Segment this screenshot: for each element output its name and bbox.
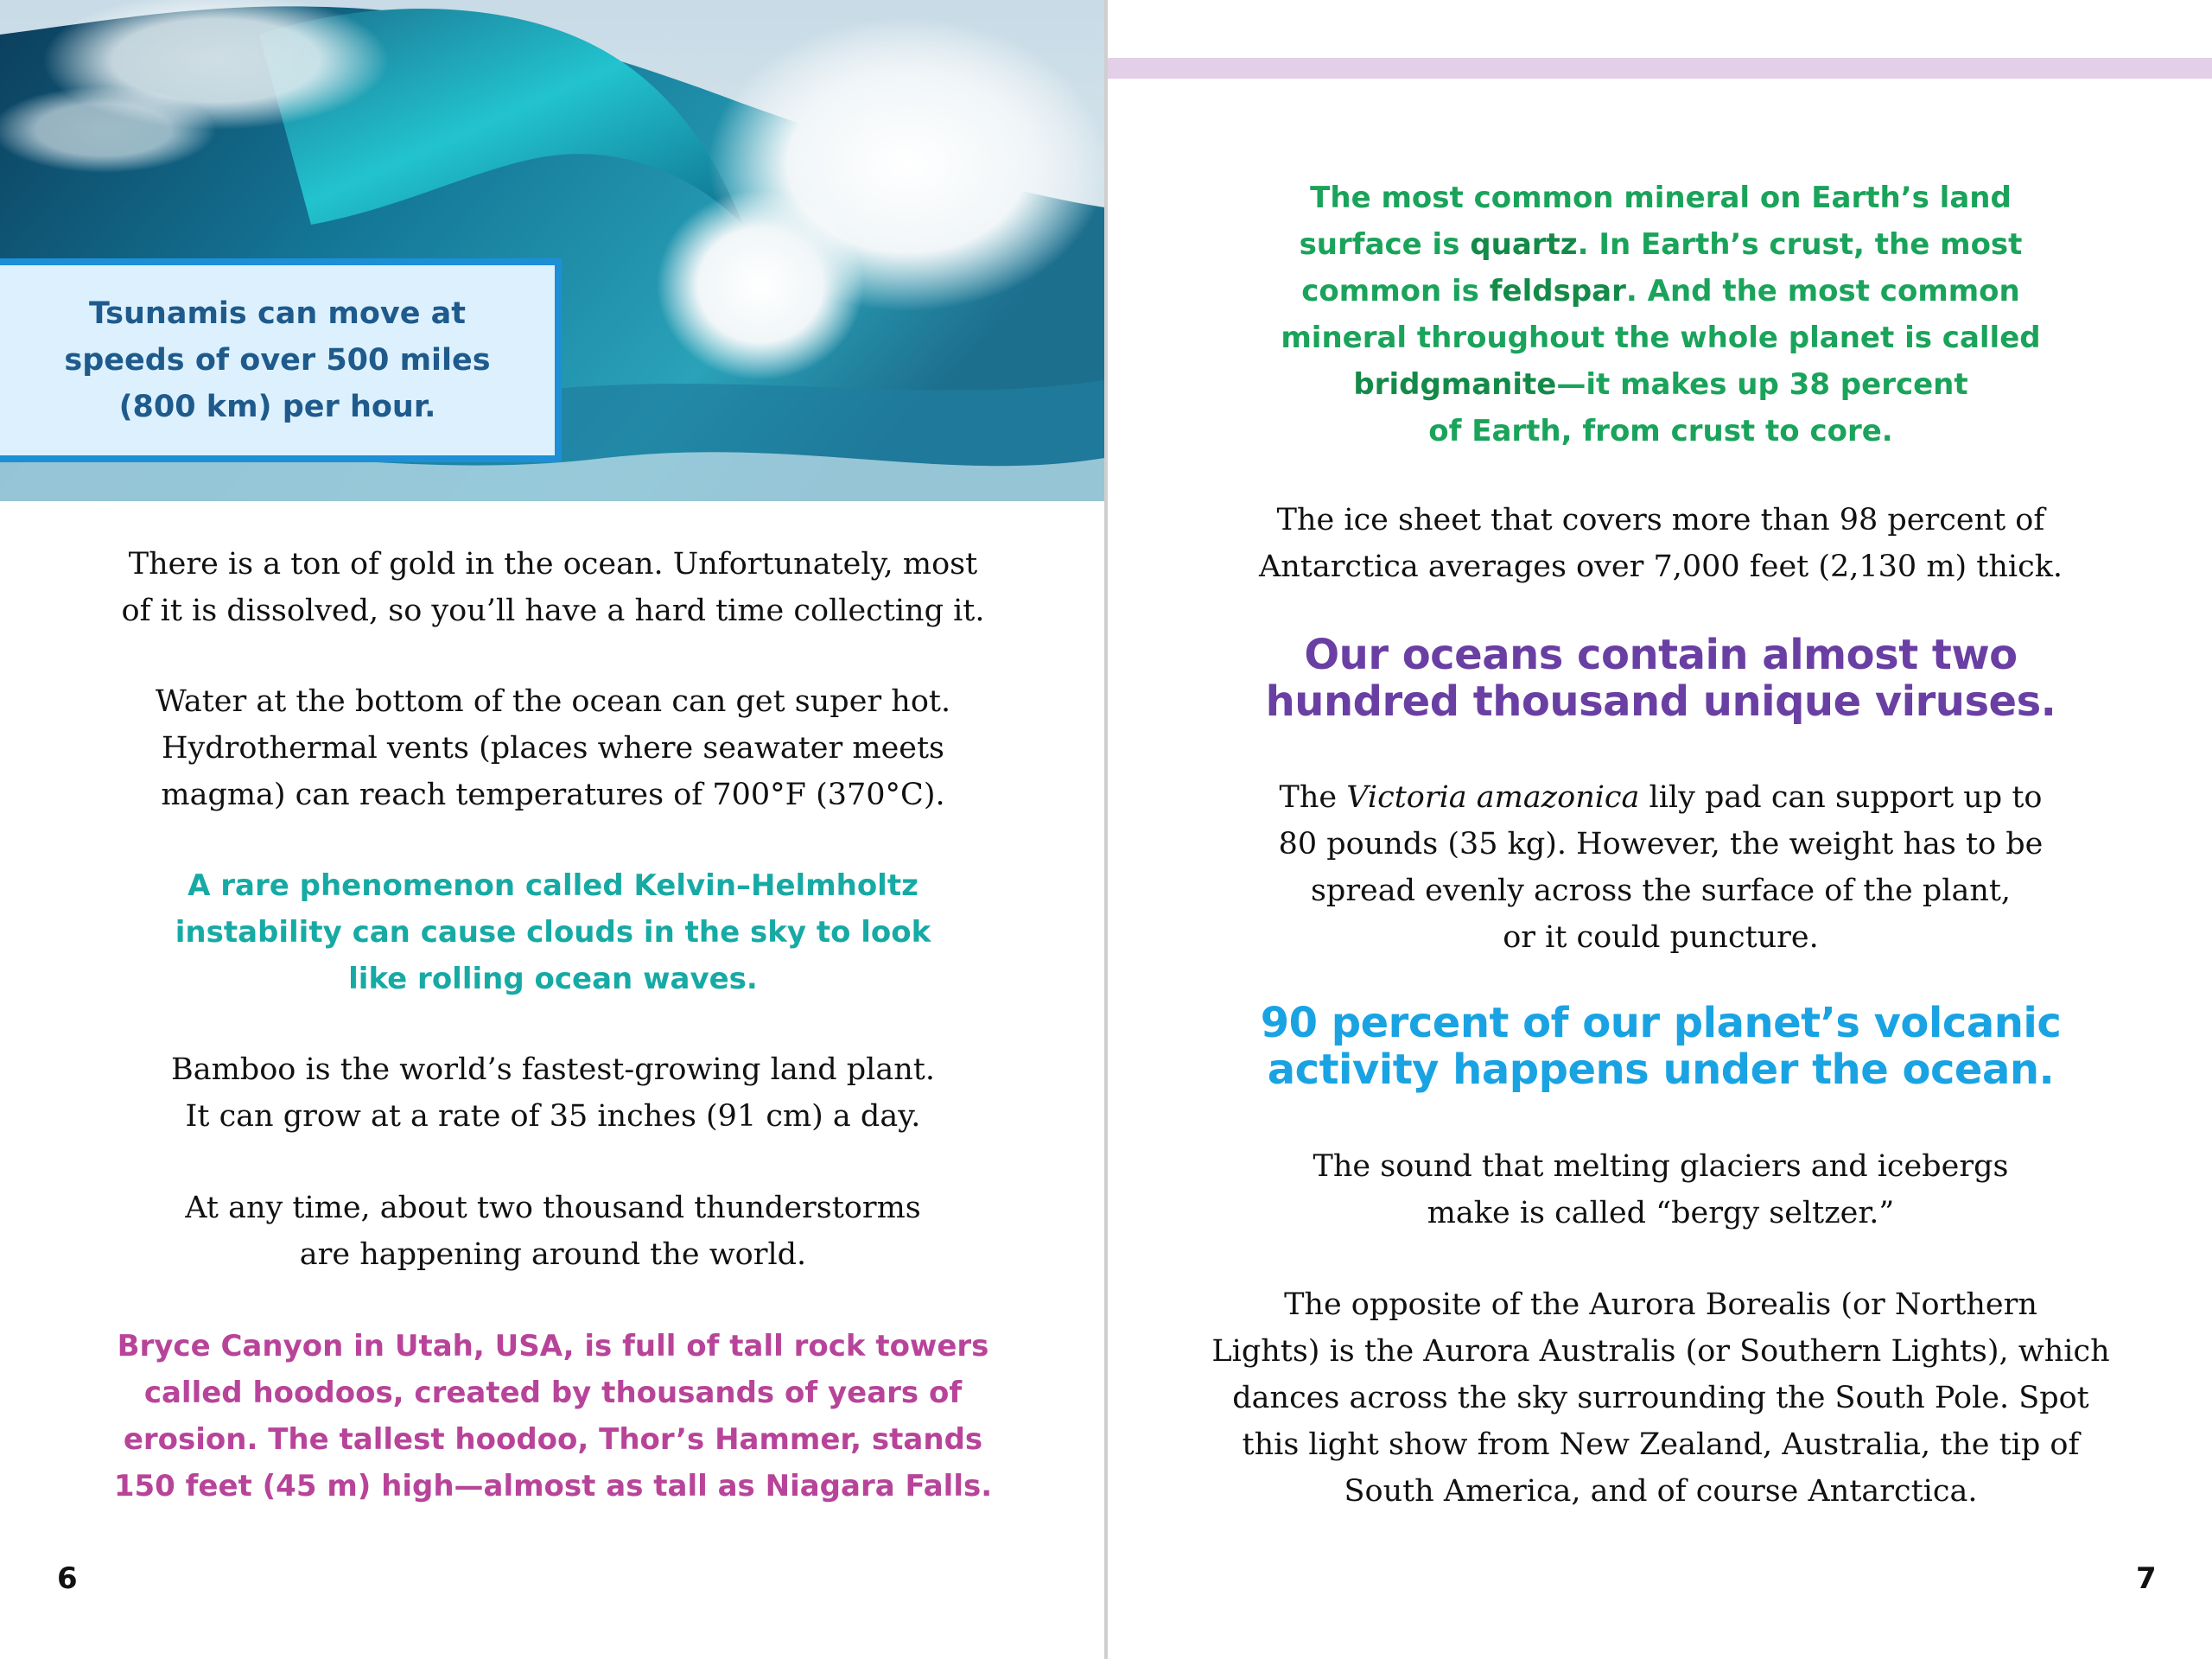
fact-lily-pad: The Victoria amazonica lily pad can support up to 80 pounds (35 kg). However, the weight has to be spread evenly across the surface of the plant, or it could puncture.	[1278, 780, 2044, 955]
fact-hydrothermal: Water at the bottom of the ocean can get super hot. Hydrothermal vents (places where seawater meets magma) can reach temperatures of 700°F (370°C).	[155, 684, 951, 812]
fact-minerals: The most common mineral on Earth’s land surface is quartz. In Earth’s crust, the most common is feldspar. And the most common mineral throughout the whole planet is called bridgmanite—it makes up 38 percent of Earth, from crust to core.	[1281, 181, 2041, 448]
fact-kelvin-helmholtz: A rare phenomenon called Kelvin–Helmholtz instability can cause clouds in the sky to look like rolling ocean waves.	[175, 868, 931, 996]
fact-ice-sheet: The ice sheet that covers more than 98 percent of Antarctica averages over 7,000 feet (2,130 m) thick.	[1258, 503, 2063, 584]
right-page	[1108, 0, 2212, 1659]
fact-bryce-canyon: Bryce Canyon in Utah, USA, is full of tall rock towers called hoodoos, created by thousands of years of erosion. The tallest hoodoo, Thor’s Hammer, stands 150 feet (45 m) high—almost as tall as Niagara Falls.	[113, 1329, 993, 1503]
left-page	[0, 0, 1104, 1659]
fact-viruses: Our oceans contain almost two hundred thousand unique viruses.	[1265, 631, 2056, 726]
tsunami-callout-box	[0, 258, 562, 462]
fact-thunderstorms: At any time, about two thousand thunderstorms are happening around the world.	[185, 1191, 921, 1272]
fact-gold: There is a ton of gold in the ocean. Unfortunately, most of it is dissolved, so you’ll have a hard time collecting it.	[121, 547, 985, 628]
fact-aurora: The opposite of the Aurora Borealis (or Northern Lights) is the Aurora Australis (or Southern Lights), which dances across the sky surrounding the South Pole. Spot this light show from New Zealand, Australia, the tip of South America, and of course Antarctica.	[1211, 1287, 2110, 1509]
page-number: 7	[2136, 1561, 2157, 1596]
fact-bergy-seltzer: The sound that melting glaciers and icebergs make is called “bergy seltzer.”	[1313, 1149, 2009, 1230]
page-number: 6	[57, 1561, 78, 1596]
top-rule	[1108, 58, 2212, 79]
tsunami-callout-text: Tsunamis can move at speeds of over 500 miles (800 km) per hour.	[64, 296, 491, 424]
fact-bamboo: Bamboo is the world’s fastest-growing land plant. It can grow at a rate of 35 inches (91 cm) a day.	[171, 1052, 935, 1134]
fact-volcanic: 90 percent of our planet’s volcanic activity happens under the ocean.	[1260, 999, 2062, 1094]
